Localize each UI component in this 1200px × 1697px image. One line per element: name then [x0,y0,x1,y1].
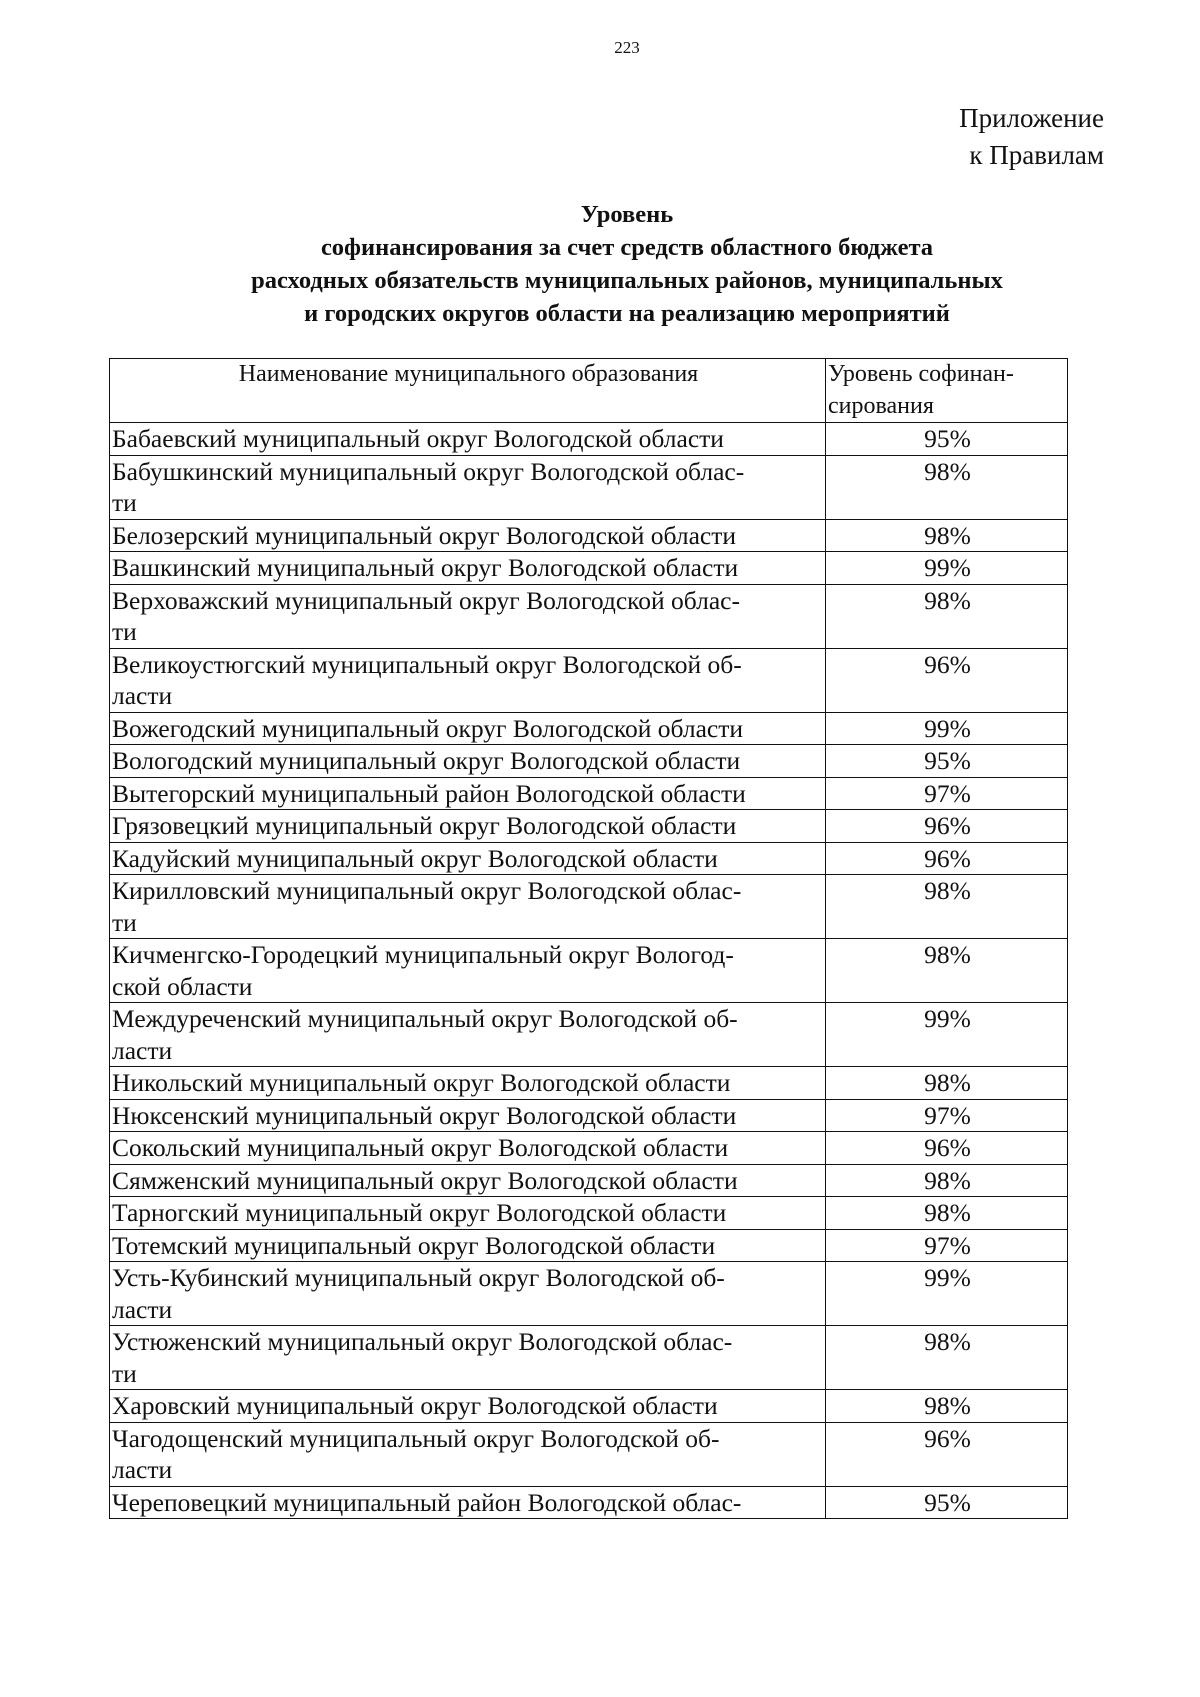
table-row [110,1099,1068,1132]
table-row [110,584,1068,648]
municipality-name-cell [110,842,826,875]
municipality-name-cell [110,810,826,843]
table-row [110,1326,1068,1390]
municipality-name-line: Великоустюгский муниципальный округ Вологодской об- [112,649,742,679]
cofinancing-level-cell: 97% [826,1099,1068,1132]
municipality-name-cell [110,648,826,712]
municipality-name-line: Вологодский муниципальный округ Вологодской области [112,746,741,775]
municipality-name-line: ласти [112,1294,173,1324]
municipality-name-line: Белозерский муниципальный округ Вологодской области [112,520,737,550]
cofinancing-level-cell: 98% [826,1390,1068,1423]
table-row [110,1390,1068,1423]
municipality-name-line: ласти [112,681,173,710]
cofinancing-level-cell: 97% [826,777,1068,810]
municipality-name-line: Грязовецкий муниципальный округ Вологодской области [112,811,737,840]
cofinancing-table [109,358,1068,1519]
cofinancing-level-cell: 96% [826,648,1068,712]
table-row [110,939,1068,1003]
table-row [110,810,1068,843]
table-row [110,423,1068,456]
table-row [110,519,1068,552]
column-header-level [826,359,1068,423]
municipality-name-cell [110,1067,826,1100]
cofinancing-level-cell: 98% [826,939,1068,1003]
municipality-name-line: Сокольский муниципальный округ Вологодской области [112,1133,729,1162]
cofinancing-level-cell: 95% [826,423,1068,456]
municipality-name-line: Вашкинский муниципальный округ Вологодской области [112,553,739,582]
table-header-row [110,359,1068,423]
municipality-name-line: Тотемский муниципальный округ Вологодской области [112,1230,716,1260]
municipality-name-cell [110,1132,826,1165]
table-row [110,842,1068,875]
municipality-name-line: Тарногский муниципальный округ Вологодской области [112,1198,727,1227]
title-line-4: и городских округов области на реализацию мероприятий [304,300,950,327]
cofinancing-level-cell: 98% [826,1067,1068,1100]
table-row [110,648,1068,712]
municipality-name-line: ласти [112,1455,173,1484]
cofinancing-level-cell: 98% [826,455,1068,519]
cofinancing-level-cell: 95% [826,1486,1068,1519]
municipality-name-line: Харовский муниципальный округ Вологодской области [112,1391,718,1420]
municipality-name-cell [110,1390,826,1423]
municipality-name-line: Бабушкинский муниципальный округ Вологодской облас- [112,456,745,486]
table-row [110,777,1068,810]
municipality-name-line: Устюженский муниципальный округ Вологодской облас- [112,1327,733,1356]
table-row [110,1164,1068,1197]
municipality-name-cell [110,552,826,585]
cofinancing-level-cell: 99% [826,552,1068,585]
municipality-name-line: Междуреченский муниципальный округ Вологодской об- [112,1004,738,1033]
municipality-name-cell [110,745,826,778]
municipality-name-cell [110,939,826,1003]
municipality-name-line: Череповецкий муниципальный район Вологодской облас- [112,1487,742,1517]
cofinancing-level-cell: 98% [826,1326,1068,1390]
municipality-name-cell [110,712,826,745]
table-body [110,423,1068,1519]
cofinancing-level-cell: 96% [826,1132,1068,1165]
municipality-name-cell [110,875,826,939]
table-row [110,1486,1068,1519]
municipality-name-line: ти [112,488,137,517]
table-row [110,745,1068,778]
municipality-name-line: Вожегодский муниципальный округ Вологодской области [112,713,744,743]
page-number: 223 [614,38,640,57]
municipality-name-cell [110,1262,826,1326]
table-row [110,1197,1068,1230]
municipality-name-cell [110,423,826,456]
table-row [110,1067,1068,1100]
table-row [110,1262,1068,1326]
table-row [110,552,1068,585]
title-line-2: софинансирования за счет средств областного бюджета [320,234,934,261]
municipality-name-line: Вытегорский муниципальный район Вологодской области [112,778,746,808]
municipality-name-line: ской области [112,971,253,1001]
municipality-name-cell [110,1164,826,1197]
municipality-name-cell [110,1197,826,1230]
cofinancing-level-cell: 98% [826,875,1068,939]
cofinancing-level-cell: 99% [826,1003,1068,1067]
municipality-name-line: Кичменгско-Городецкий муниципальный округ Вологод- [112,940,734,969]
table-row [110,1422,1068,1486]
municipality-name-cell [110,519,826,552]
municipality-name-cell [110,1003,826,1067]
municipality-name-cell [110,455,826,519]
municipality-name-line: ти [112,1358,137,1388]
municipality-name-cell [110,1486,826,1519]
column-header-name: Наименование муниципального образования [110,359,826,423]
table-row [110,455,1068,519]
cofinancing-level-cell: 98% [826,584,1068,648]
cofinancing-level-cell: 96% [826,842,1068,875]
cofinancing-level-cell: 98% [826,1164,1068,1197]
table-row [110,875,1068,939]
municipality-name-line: Усть-Кубинский муниципальный округ Вологодской об- [112,1263,725,1292]
municipality-name-cell [110,777,826,810]
cofinancing-level-cell: 95% [826,745,1068,778]
municipality-name-cell [110,1229,826,1262]
municipality-name-line: Никольский муниципальный округ Вологодской области [112,1068,731,1097]
column-header-level-line-1: Уровень софинан- [828,361,1014,387]
cofinancing-level-cell: 99% [826,1262,1068,1326]
municipality-name-cell [110,1099,826,1132]
municipality-name-line: Нюксенский муниципальный округ Вологодской области [112,1100,737,1130]
municipality-name-line: Кирилловский муниципальный округ Вологодской облас- [112,876,742,905]
table-row [110,1003,1068,1067]
municipality-name-cell [110,584,826,648]
cofinancing-level-cell: 99% [826,712,1068,745]
column-header-level-line-2: сирования [828,392,934,419]
table-row [110,712,1068,745]
title-line-3: расходных обязательств муниципальных районов, муниципальных [251,267,1003,294]
title-line-1: Уровень [580,201,674,228]
document-title [110,198,1144,330]
cofinancing-level-cell: 96% [826,810,1068,843]
municipality-name-line: Бабаевский муниципальный округ Вологодской области [112,424,724,453]
municipality-name-line: Кадуйский муниципальный округ Вологодской области [112,843,718,873]
appendix-line-2: к Правилам [969,140,1104,170]
table-row [110,1229,1068,1262]
appendix-line-1: Приложение [959,103,1104,133]
cofinancing-level-cell: 96% [826,1422,1068,1486]
cofinancing-level-cell: 98% [826,519,1068,552]
table-row [110,1132,1068,1165]
municipality-name-line: ласти [112,1035,173,1065]
municipality-name-line: ти [112,617,137,646]
appendix-note [959,100,1104,174]
municipality-name-line: Сямженский муниципальный округ Вологодской области [112,1165,738,1195]
municipality-name-cell [110,1422,826,1486]
municipality-name-line: Верховажский муниципальный округ Вологодской облас- [112,585,740,615]
municipality-name-line: ти [112,907,137,937]
municipality-name-cell [110,1326,826,1390]
municipality-name-line: Чагодощенский муниципальный округ Вологодской об- [112,1423,720,1453]
cofinancing-level-cell: 98% [826,1197,1068,1230]
cofinancing-level-cell: 97% [826,1229,1068,1262]
